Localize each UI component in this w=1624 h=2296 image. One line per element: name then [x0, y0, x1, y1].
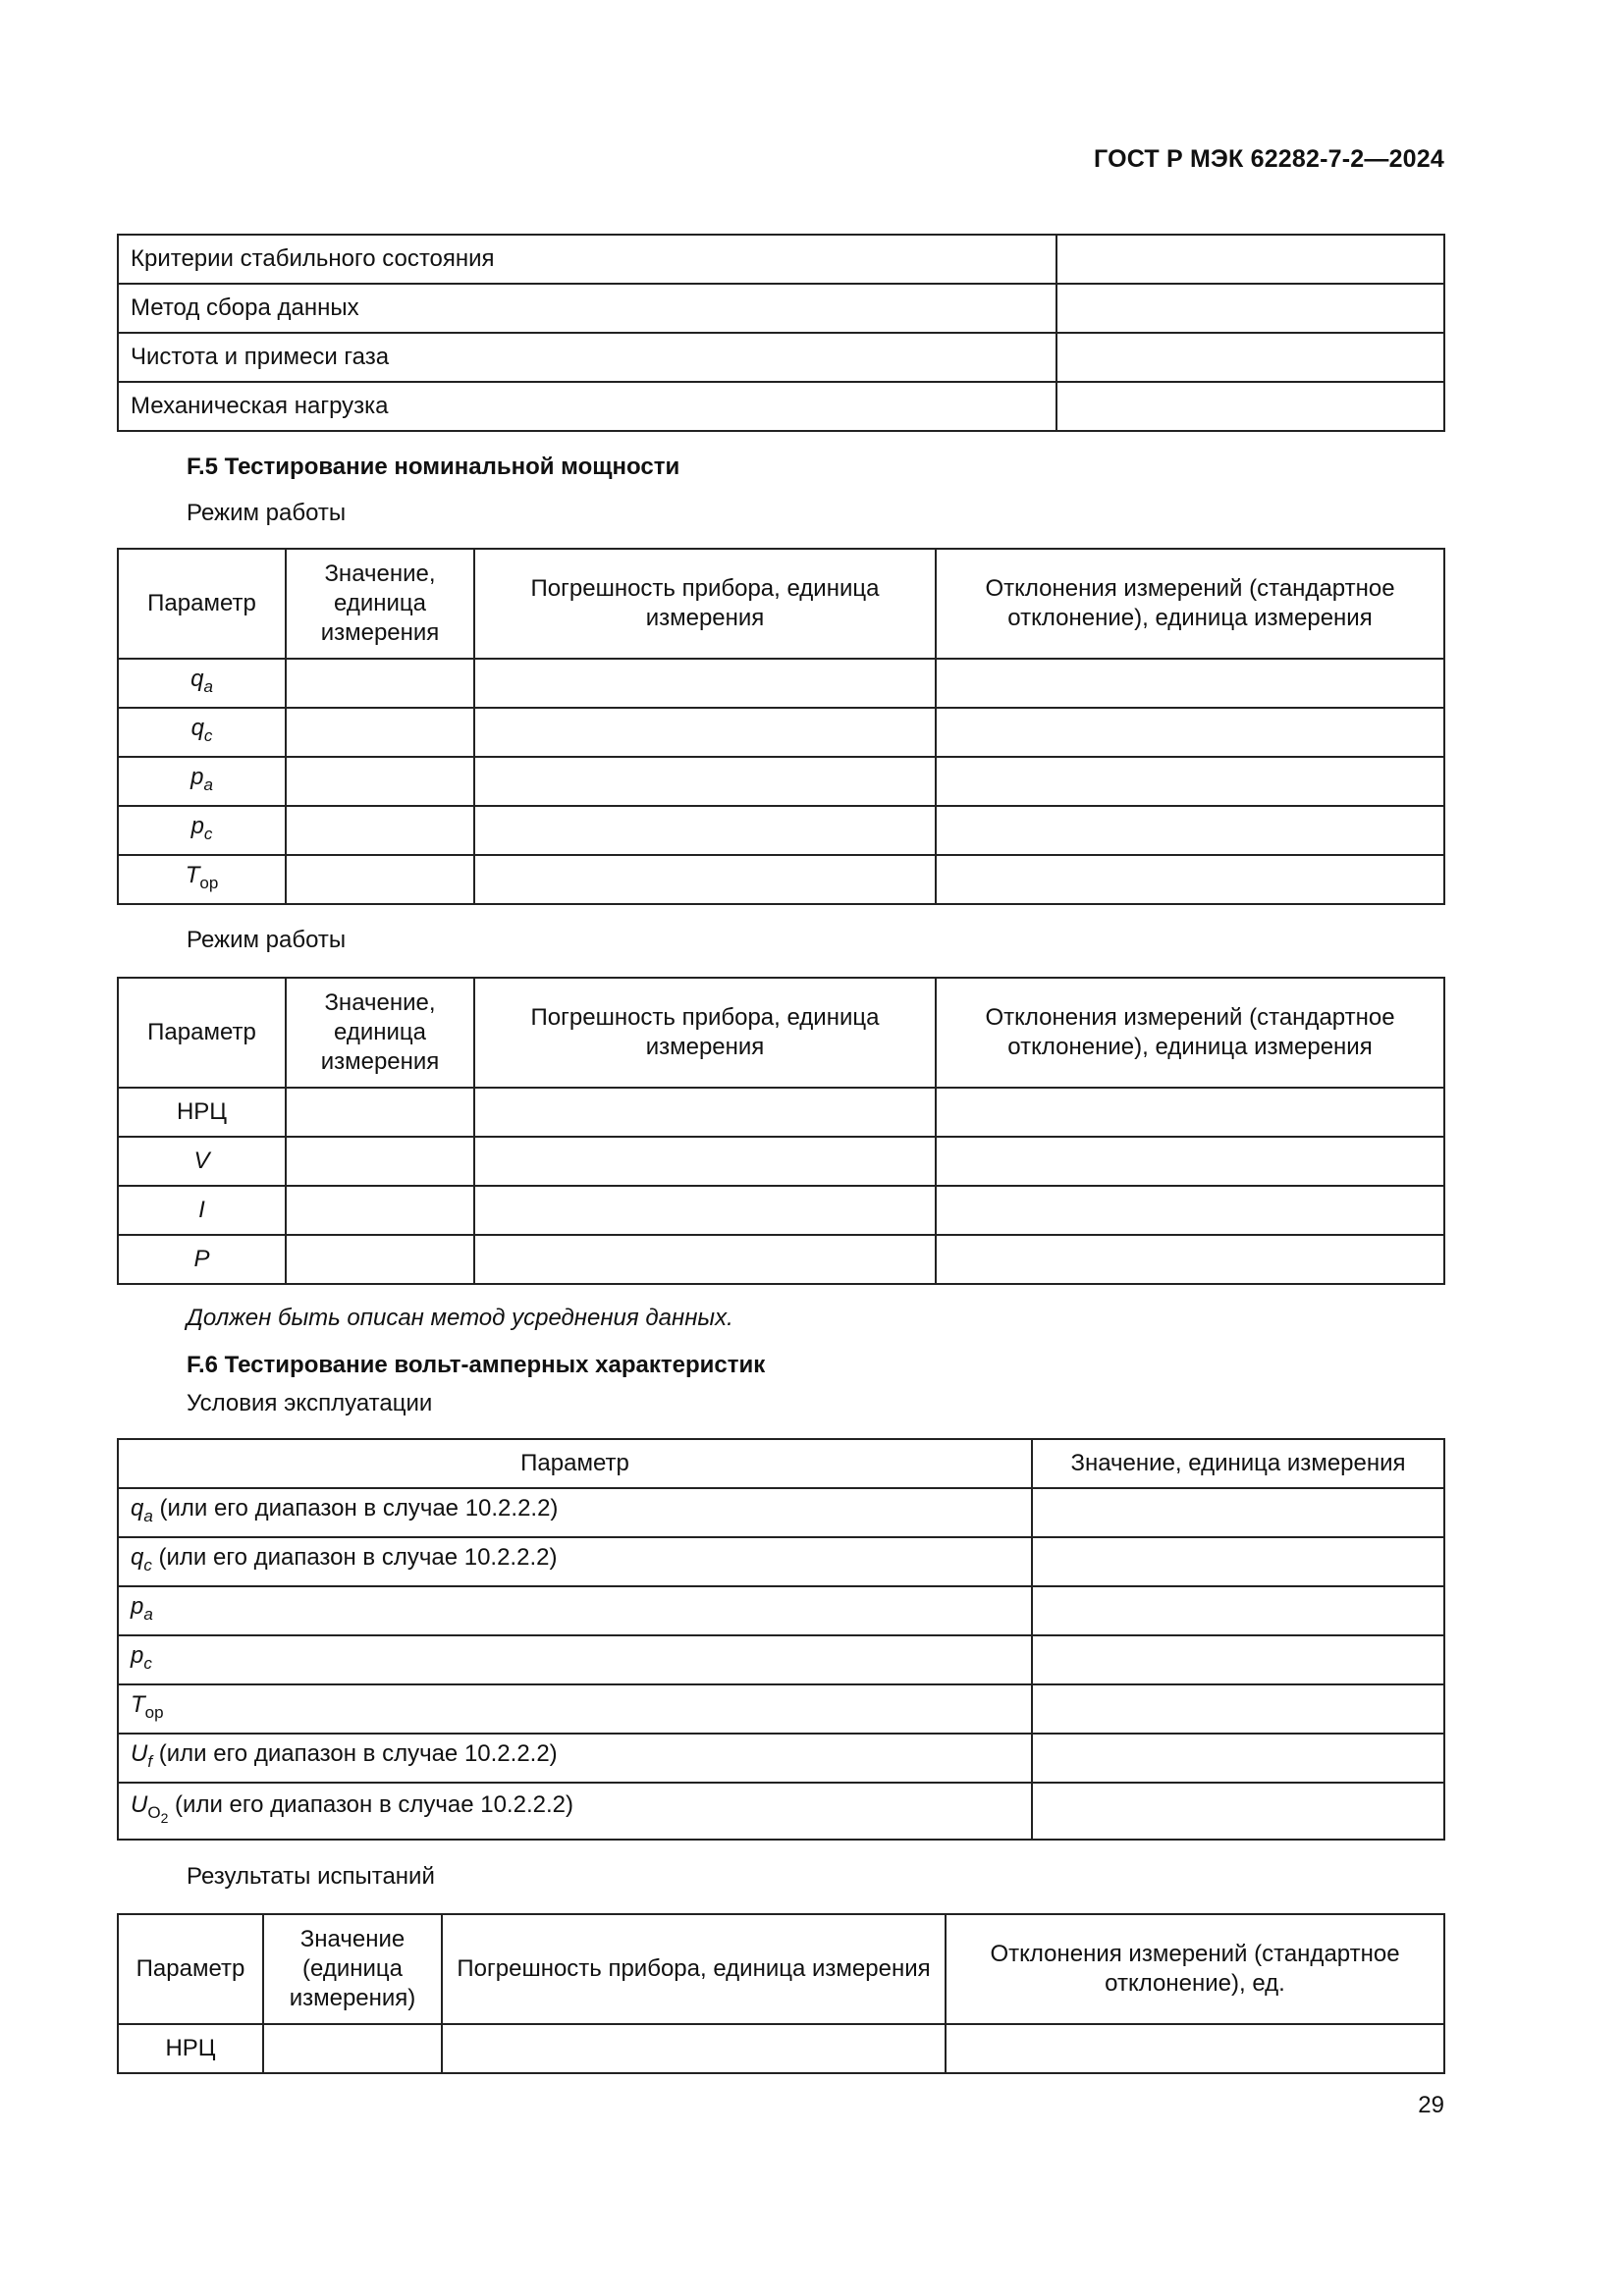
table-row: [118, 1635, 1444, 1684]
condition-param: $p_c$: [118, 1635, 1032, 1684]
param-symbol: $T_{op}$: [118, 855, 286, 904]
header-param: Параметр: [118, 978, 286, 1088]
accuracy-cell: [474, 855, 936, 904]
accuracy-cell: [474, 1235, 936, 1284]
f5-table-2: [117, 977, 1445, 1285]
value-cell: [1056, 235, 1444, 284]
header-accuracy: Погрешность прибора, единица измерения: [442, 1914, 946, 2024]
table-row: [118, 855, 1444, 904]
condition-param: $T_{op}$: [118, 1684, 1032, 1734]
accuracy-cell: [474, 659, 936, 708]
value-cell: [263, 2024, 442, 2073]
table-row: [118, 1783, 1444, 1840]
accuracy-cell: [474, 1137, 936, 1186]
table-row: [118, 1488, 1444, 1537]
header-value: Значение, единица измерения: [1032, 1439, 1444, 1488]
table-row: [118, 1137, 1444, 1186]
accuracy-cell: [474, 806, 936, 855]
value-cell: [1032, 1488, 1444, 1537]
results-label: Результаты испытаний: [187, 1863, 435, 1890]
condition-param: $q_c$ (или его диапазон в случае 10.2.2.2): [118, 1537, 1032, 1586]
table-row: [118, 1586, 1444, 1635]
accuracy-cell: [442, 2024, 946, 2073]
value-cell: [1032, 1734, 1444, 1783]
accuracy-cell: [474, 1186, 936, 1235]
table-row: [118, 333, 1444, 382]
deviation-cell: [936, 1235, 1444, 1284]
deviation-cell: [936, 708, 1444, 757]
value-cell: [286, 1235, 474, 1284]
top-criteria-table: [117, 234, 1445, 432]
value-cell: [1032, 1684, 1444, 1734]
header-value: Значение, единица измерения: [286, 549, 474, 659]
param-label: НРЦ: [118, 2024, 263, 2073]
header-param: Параметр: [118, 1439, 1032, 1488]
condition-param: $p_a$: [118, 1586, 1032, 1635]
document-code-header: ГОСТ Р МЭК 62282-7-2—2024: [1094, 145, 1444, 173]
header-accuracy: Погрешность прибора, единица измерения: [474, 549, 936, 659]
accuracy-cell: [474, 757, 936, 806]
mode-label-2: Режим работы: [187, 927, 347, 953]
value-cell: [1032, 1586, 1444, 1635]
header-row: [118, 978, 1444, 1088]
deviation-cell: [936, 1186, 1444, 1235]
value-cell: [1056, 382, 1444, 431]
deviation-cell: [936, 855, 1444, 904]
value-cell: [286, 659, 474, 708]
value-cell: [1032, 1537, 1444, 1586]
param-label: V: [118, 1137, 286, 1186]
row-label: Метод сбора данных: [118, 284, 1056, 333]
section-f5-heading: F.5 Тестирование номинальной мощности: [187, 454, 680, 480]
table-row: [118, 1088, 1444, 1137]
table-row: [118, 1537, 1444, 1586]
table-row: [118, 1734, 1444, 1783]
deviation-cell: [936, 806, 1444, 855]
param-label: I: [118, 1186, 286, 1235]
deviation-cell: [936, 1088, 1444, 1137]
param-symbol: $q_a$: [118, 659, 286, 708]
value-cell: [1032, 1783, 1444, 1840]
averaging-method-note: Должен быть описан метод усреднения данных.: [187, 1305, 733, 1331]
param-symbol: $p_a$: [118, 757, 286, 806]
section-f6-heading: F.6 Тестирование вольт-амперных характеристик: [187, 1352, 766, 1378]
table-row: [118, 708, 1444, 757]
header-value: Значение (единица измерения): [263, 1914, 442, 2024]
deviation-cell: [936, 1137, 1444, 1186]
deviation-cell: [946, 2024, 1444, 2073]
param-label: P: [118, 1235, 286, 1284]
deviation-cell: [936, 757, 1444, 806]
header-row: [118, 549, 1444, 659]
value-cell: [286, 757, 474, 806]
row-label: Критерии стабильного состояния: [118, 235, 1056, 284]
value-cell: [286, 806, 474, 855]
deviation-cell: [936, 659, 1444, 708]
row-label: Механическая нагрузка: [118, 382, 1056, 431]
value-cell: [286, 1088, 474, 1137]
value-cell: [1056, 284, 1444, 333]
f6-results-table: [117, 1913, 1445, 2074]
param-symbol: $p_c$: [118, 806, 286, 855]
table-row: [118, 659, 1444, 708]
param-symbol: $q_c$: [118, 708, 286, 757]
page-number: 29: [1418, 2092, 1444, 2118]
row-label: Чистота и примеси газа: [118, 333, 1056, 382]
f6-conditions-table: [117, 1438, 1445, 1841]
header-param: Параметр: [118, 549, 286, 659]
table-row: [118, 1235, 1444, 1284]
header-value: Значение, единица измерения: [286, 978, 474, 1088]
value-cell: [1056, 333, 1444, 382]
value-cell: [286, 855, 474, 904]
table-row: [118, 382, 1444, 431]
accuracy-cell: [474, 708, 936, 757]
table-row: [118, 284, 1444, 333]
header-accuracy: Погрешность прибора, единица измерения: [474, 978, 936, 1088]
mode-label-1: Режим работы: [187, 500, 347, 526]
table-row: [118, 235, 1444, 284]
table-row: [118, 757, 1444, 806]
header-row: [118, 1439, 1444, 1488]
condition-param: $q_a$ (или его диапазон в случае 10.2.2.2): [118, 1488, 1032, 1537]
value-cell: [286, 1137, 474, 1186]
table-row: [118, 1684, 1444, 1734]
condition-param: $U_f$ (или его диапазон в случае 10.2.2.2): [118, 1734, 1032, 1783]
condition-param: $U_{O_2}$ (или его диапазон в случае 10.2.2.2): [118, 1783, 1032, 1840]
param-label: НРЦ: [118, 1088, 286, 1137]
header-param: Параметр: [118, 1914, 263, 2024]
header-row: [118, 1914, 1444, 2024]
table-row: [118, 2024, 1444, 2073]
table-row: [118, 806, 1444, 855]
value-cell: [286, 1186, 474, 1235]
table-row: [118, 1186, 1444, 1235]
accuracy-cell: [474, 1088, 936, 1137]
conditions-label: Условия эксплуатации: [187, 1390, 433, 1416]
f5-table-1: [117, 548, 1445, 905]
value-cell: [286, 708, 474, 757]
value-cell: [1032, 1635, 1444, 1684]
header-deviation: Отклонения измерений (стандартное отклонение), единица измерения: [936, 978, 1444, 1088]
header-deviation: Отклонения измерений (стандартное отклонение), ед.: [946, 1914, 1444, 2024]
header-deviation: Отклонения измерений (стандартное отклонение), единица измерения: [936, 549, 1444, 659]
